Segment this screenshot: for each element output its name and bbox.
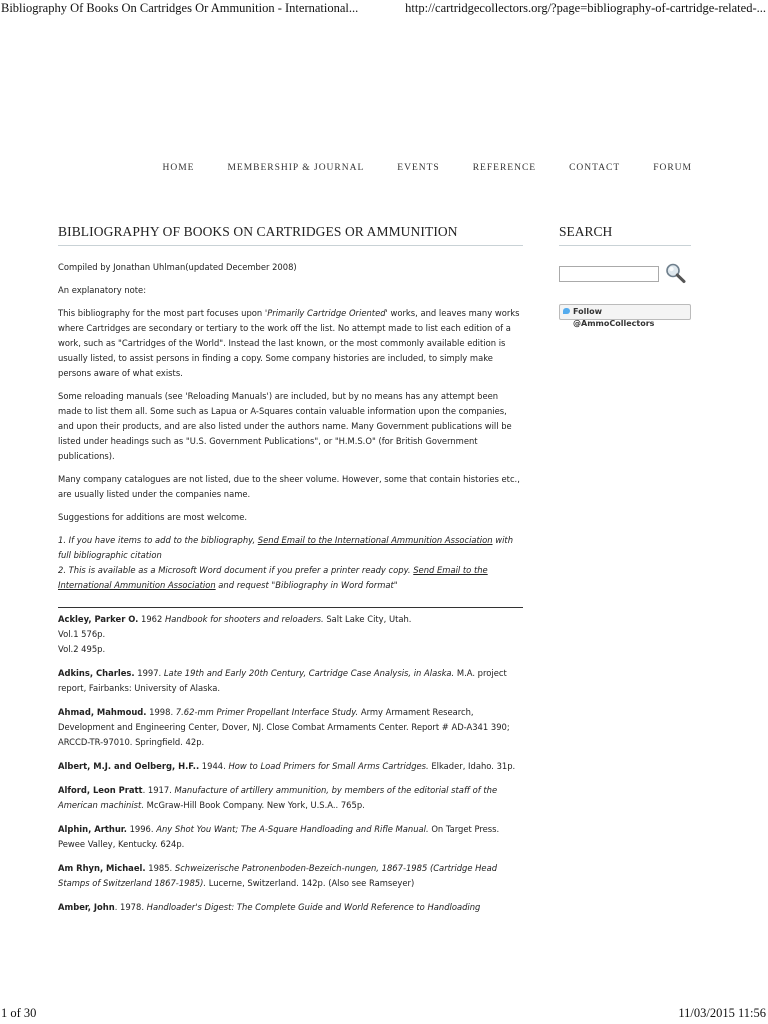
paragraph-scope: This bibliography for the most part focuses upon 'Primarily Cartridge Oriented' works, and leaves many works where Cartridges are secondary or tertiary to the work off the list. No attempt made to list each edition of a work, such as "Cartridges of the World". Instead the last known, or the most commonly available edition is usually listed, to assist persons in finding a copy. Some company histories are included, to simply make persons aware of what exists. bbox=[58, 308, 520, 378]
bibliography-entry: Adkins, Charles. 1997. Late 19th and Early 20th Century, Cartridge Case Analysis, in Alaska. M.A. project report, Fairbanks: University of Alaska. bbox=[58, 668, 507, 693]
nav-membership-journal[interactable]: MEMBERSHIP & JOURNAL bbox=[227, 163, 365, 173]
print-page-title: Bibliography Of Books On Cartridges Or Ammunition - International... bbox=[1, 1, 359, 15]
twitter-bird-icon bbox=[563, 308, 570, 314]
email-link-1[interactable]: Send Email to the International Ammunition Association bbox=[257, 535, 493, 545]
section-divider bbox=[58, 607, 523, 608]
main-content bbox=[58, 224, 523, 924]
print-header bbox=[0, 0, 768, 18]
print-footer bbox=[0, 1004, 768, 1024]
paragraph-catalogues: Many company catalogues are not listed, due to the sheer volume. However, some that contain histories etc., are usually listed under the companies name. bbox=[58, 474, 520, 499]
search-form bbox=[559, 264, 691, 286]
bibliography-entry: Amber, John. 1978. Handloader's Digest: The Complete Guide and World Reference to Handloading bbox=[58, 902, 481, 912]
search-title: SEARCH bbox=[559, 224, 691, 246]
note-2: 2. This is available as a Microsoft Word document if you prefer a printer ready copy. Send Email to the International Ammunition Association and request "Bibliography in Word format" bbox=[58, 565, 488, 590]
email-link-2[interactable]: Send Email to the International Ammunition Association bbox=[58, 565, 488, 590]
search-button[interactable] bbox=[664, 262, 688, 284]
bibliography-entry: Albert, M.J. and Oelberg, H.F.. 1944. How to Load Primers for Small Arms Cartridges. Elkader, Idaho. 31p. bbox=[58, 761, 516, 771]
sidebar bbox=[559, 224, 691, 330]
nav-forum[interactable]: FORUM bbox=[653, 163, 692, 173]
main-nav bbox=[162, 163, 692, 173]
nav-home[interactable]: HOME bbox=[162, 163, 195, 173]
nav-contact[interactable]: CONTACT bbox=[569, 163, 621, 173]
bibliography-entry: Ackley, Parker O. 1962 Handbook for shooters and reloaders. Salt Lake City, Utah. Vol.1 576p. Vol.2 495p. bbox=[58, 614, 412, 654]
nav-reference[interactable]: REFERENCE bbox=[472, 163, 537, 173]
note-1: 1. If you have items to add to the bibliography, Send Email to the International Ammunition Association with full bibliographic citation bbox=[58, 535, 514, 560]
contact-notes bbox=[58, 533, 523, 593]
note-heading: An explanatory note: bbox=[58, 285, 147, 295]
bibliography-entry: Am Rhyn, Michael. 1985. Schweizerische Patronenboden-Bezeich-nungen, 1867-1985 (Cartridge Head Stamps of Switzerland 1867-1985). Lucerne, Switzerland. 142p. (Also see Ramseyer) bbox=[58, 863, 498, 888]
print-datetime: 11/03/2015 11:56 bbox=[678, 1006, 766, 1020]
search-input[interactable] bbox=[559, 266, 659, 282]
print-page-url: http://cartridgecollectors.org/?page=bibliography-of-cartridge-related-... bbox=[405, 1, 766, 15]
print-page-count: 1 of 30 bbox=[1, 1006, 37, 1020]
compiled-by: Compiled by Jonathan Uhlman(updated December 2008) bbox=[58, 262, 297, 272]
bibliography-entry: Alphin, Arthur. 1996. Any Shot You Want; The A-Square Handloading and Rifle Manual. On Target Press. Pewee Valley, Kentucky. 624p. bbox=[58, 824, 500, 849]
nav-events[interactable]: EVENTS bbox=[397, 163, 440, 173]
paragraph-reloading-manuals: Some reloading manuals (see 'Reloading Manuals') are included, but by no means has any attempt been made to list them all. Some such as Lapua or A-Squares contain valuable information upon the companies, and upon their products, and are also listed under the authors name. Many Government publications will be listed under headings such as "U.S. Government Publications", or "H.M.S.O" (for British Government publications). bbox=[58, 391, 512, 461]
paragraph-suggestions: Suggestions for additions are most welcome. bbox=[58, 512, 248, 522]
twitter-follow-button[interactable]: Follow @AmmoCollectors bbox=[559, 304, 691, 320]
bibliography-entry: Ahmad, Mahmoud. 1998. 7.62-mm Primer Propellant Interface Study. Army Armament Research, Development and Engineering Center, Dover, NJ. Close Combat Armaments Center. Report # AD-A341 390; ARCCD-TR-97010. Springfield. 42p. bbox=[58, 707, 510, 747]
article-body bbox=[58, 260, 523, 915]
bibliography-entry: Alford, Leon Pratt. 1917. Manufacture of artillery ammunition, by members of the editorial staff of the American machinist. McGraw-Hill Book Company. New York, U.S.A.. 765p. bbox=[58, 785, 498, 810]
magnifier-icon bbox=[664, 262, 688, 284]
page-title: BIBLIOGRAPHY OF BOOKS ON CARTRIDGES OR AMMUNITION bbox=[58, 224, 523, 246]
